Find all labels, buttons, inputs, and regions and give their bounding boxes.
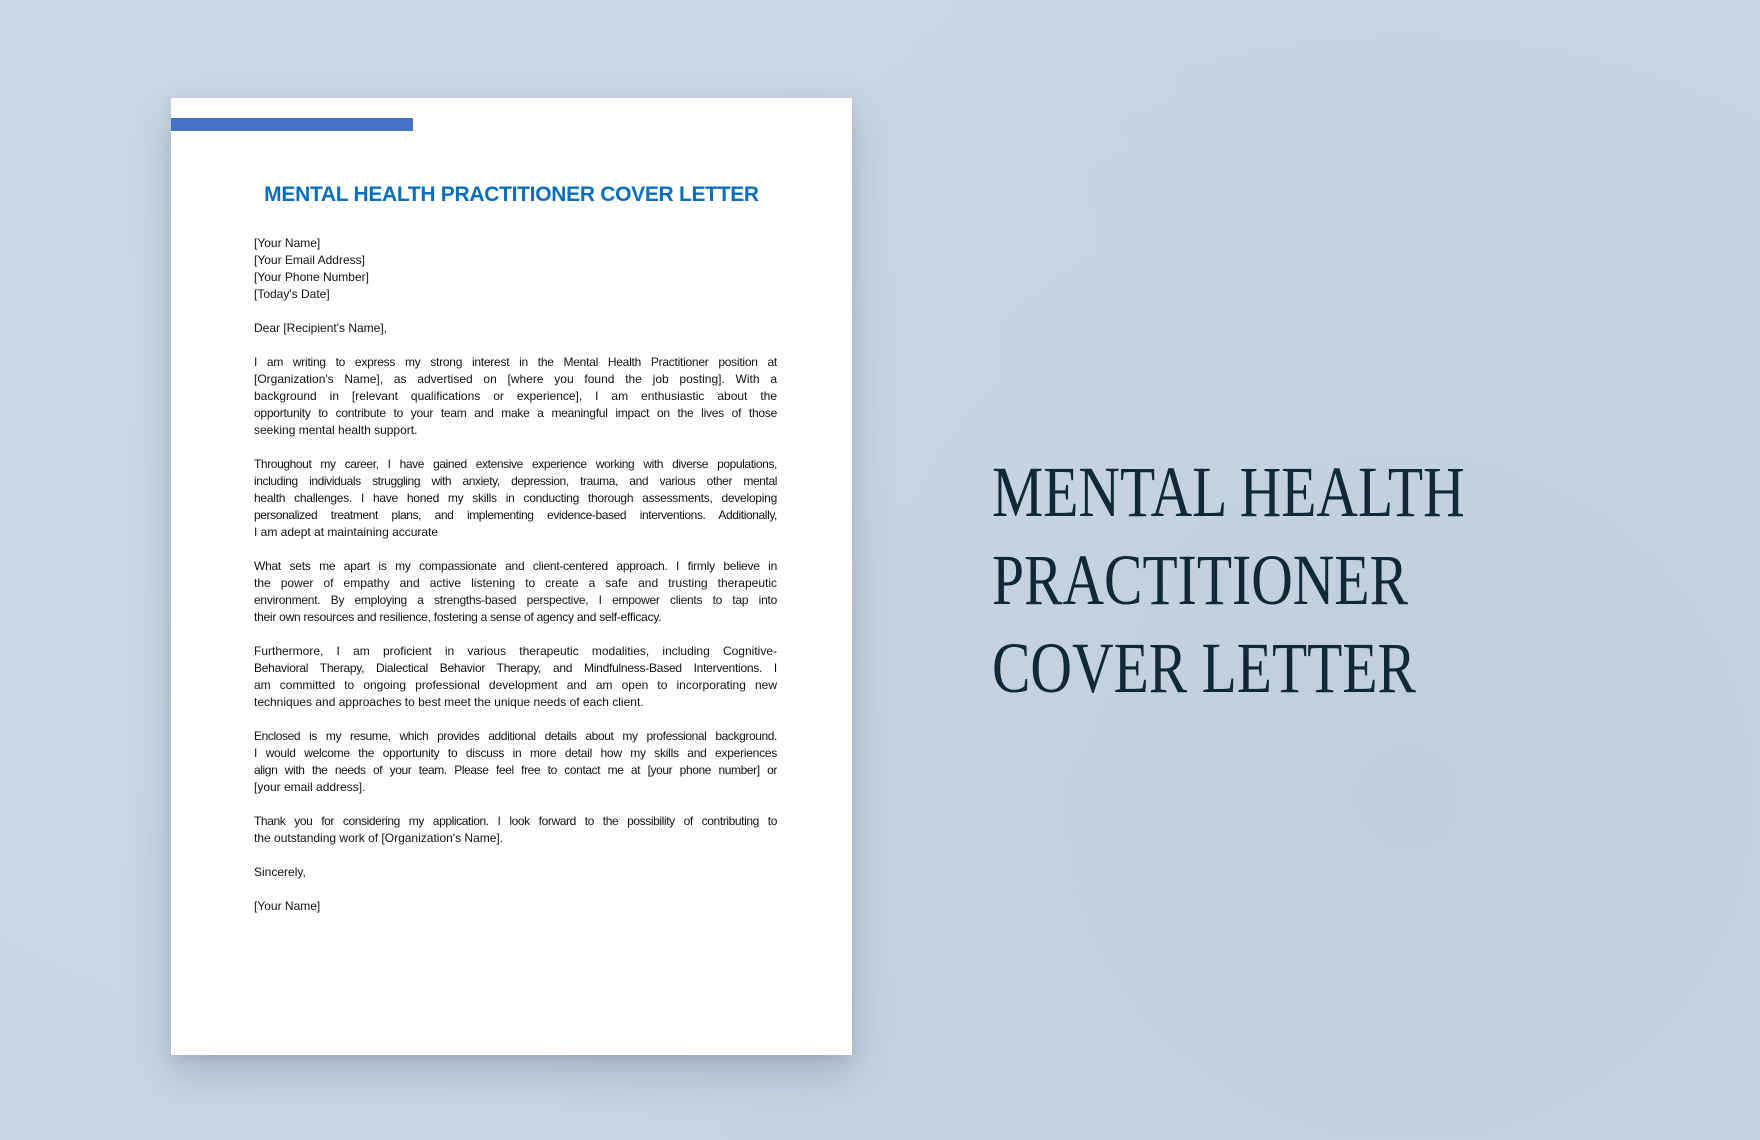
paragraph-line: Behavioral Therapy, Dialectical Behavior Therapy, and Mindfulness-Based Interventions. I [254, 661, 777, 675]
paragraph-line: Throughout my career, I have gained extensive experience working with diverse populations, [254, 457, 777, 471]
paragraph-line: opportunity to contribute to your team and make a meaningful impact on the lives of those [254, 406, 777, 420]
sender-name: [Your Name] [254, 236, 321, 250]
paragraph-line: the power of empathy and active listening to create a safe and trusting therapeutic [254, 576, 777, 590]
sender-info [254, 235, 777, 303]
paragraph-modalities [254, 643, 777, 711]
paragraph-line: Thank you for considering my application. I look forward to the possibility of contributing to [254, 814, 777, 828]
paragraph-line: I would welcome the opportunity to discuss in more detail how my skills and experiences [254, 746, 777, 760]
paragraph-line: personalized treatment plans, and implementing evidence-based interventions. Additionally, [254, 508, 777, 522]
paragraph-line: seeking mental health support. [254, 423, 418, 437]
document-page [171, 98, 852, 1055]
paragraph-thanks [254, 813, 777, 847]
document-body [254, 235, 777, 932]
paragraph-line: I am adept at maintaining accurate [254, 525, 439, 539]
paragraph-line: Furthermore, I am proficient in various therapeutic modalities, including Cognitive- [254, 644, 777, 658]
paragraph-line: including individuals struggling with anxiety, depression, trauma, and various other mental [254, 474, 777, 488]
paragraph-line: health challenges. I have honed my skills in conducting thorough assessments, developing [254, 491, 777, 505]
sender-phone: [Your Phone Number] [254, 270, 369, 284]
salutation [254, 320, 777, 337]
hero-title-line: MENTAL HEALTH [992, 452, 1465, 532]
paragraph-line: techniques and approaches to best meet the unique needs of each client. [254, 695, 644, 709]
hero-title [992, 448, 1583, 712]
sender-email: [Your Email Address] [254, 253, 365, 267]
letter-date: [Today's Date] [254, 287, 330, 301]
paragraph-line: What sets me apart is my compassionate and client-centered approach. I firmly believe in [254, 559, 777, 573]
paragraph-intro [254, 354, 777, 439]
document-title: MENTAL HEALTH PRACTITIONER COVER LETTER [264, 183, 759, 206]
accent-bar [171, 118, 413, 131]
paragraph-line: their own resources and resilience, fostering a sense of agency and self-efficacy. [254, 610, 662, 624]
paragraph-line: [Organization's Name], as advertised on [where you found the job posting]. With a [254, 372, 777, 386]
paragraph-approach [254, 558, 777, 626]
signature [254, 898, 777, 915]
salutation-text: Dear [Recipient's Name], [254, 321, 388, 335]
paragraph-line: environment. By employing a strengths-based perspective, I empower clients to tap into [254, 593, 777, 607]
paragraph-line: Enclosed is my resume, which provides additional details about my professional background. [254, 729, 777, 743]
paragraph-line: align with the needs of your team. Please feel free to contact me at [your phone number] or [254, 763, 777, 777]
closing [254, 864, 777, 881]
paragraph-experience [254, 456, 777, 541]
paragraph-enclosure [254, 728, 777, 796]
signature-name: [Your Name] [254, 899, 321, 913]
paragraph-line: the outstanding work of [Organization's Name]. [254, 831, 504, 845]
paragraph-line: background in [relevant qualifications or experience], I am enthusiastic about the [254, 389, 777, 403]
paragraph-line: [your email address]. [254, 780, 366, 794]
closing-text: Sincerely, [254, 865, 306, 879]
paragraph-line: I am writing to express my strong interest in the Mental Health Practitioner position at [254, 355, 777, 369]
hero-title-line: PRACTITIONER [992, 540, 1408, 620]
hero-title-line: COVER LETTER [992, 628, 1416, 708]
paragraph-line: am committed to ongoing professional development and am open to incorporating new [254, 678, 777, 692]
